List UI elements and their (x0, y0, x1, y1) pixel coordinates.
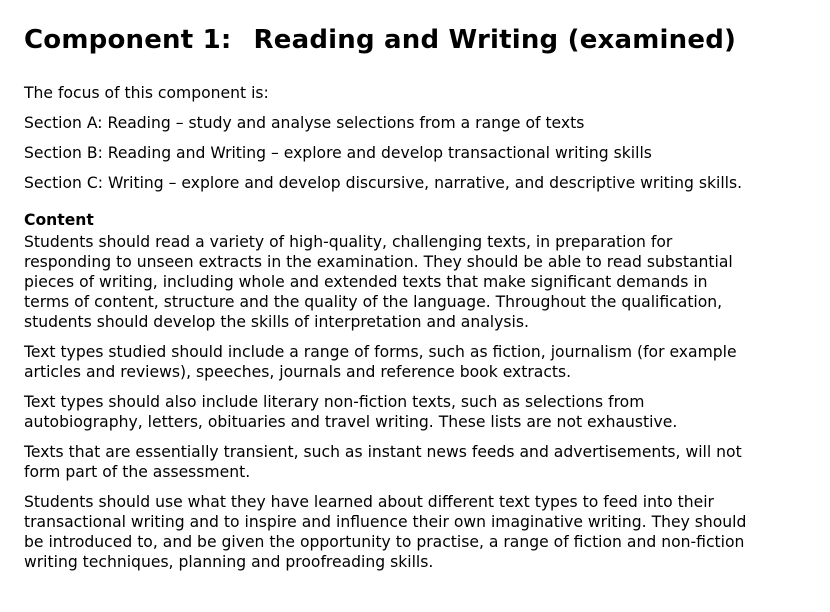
content-paragraph-3: Text types should also include literary non-fiction texts, such as selections from autobiography, letters, obituaries and travel writing. These lists are not exhaustive. (24, 393, 678, 431)
document-page (24, 22, 814, 582)
component-number: Component 1: (24, 25, 232, 55)
content-paragraph-1: Students should read a variety of high-quality, challenging texts, in preparation for responding to unseen extracts in the examination. They should be able to read substantial pieces of writing, including whole and extended texts that make significant demands in terms of content, structure and the quality of the language. Throughout the qualification, students should develop the skills of interpretation and analysis. (24, 233, 733, 331)
content-heading: Content (24, 211, 94, 229)
section-c-text: Section C: Writing – explore and develop discursive, narrative, and descriptive writing skills. (24, 174, 743, 192)
content-paragraph-2: Text types studied should include a range of forms, such as fiction, journalism (for example articles and reviews), speeches, journals and reference book extracts. (24, 343, 737, 381)
page-title (24, 22, 814, 58)
content-paragraph-5: Students should use what they have learned about different text types to feed into their transactional writing and to inspire and influence their own imaginative writing. They should be introduced to, and be given the opportunity to practise, a range of fiction and non-fiction writing techniques, planning and proofreading skills. (24, 493, 747, 571)
intro-text: The focus of this component is: (24, 84, 269, 102)
section-a-text: Section A: Reading – study and analyse selections from a range of texts (24, 114, 585, 132)
component-name: Reading and Writing (examined) (253, 25, 737, 55)
content-paragraph-4: Texts that are essentially transient, such as instant news feeds and advertisements, will not form part of the assessment. (24, 443, 742, 481)
section-b-text: Section B: Reading and Writing – explore and develop transactional writing skills (24, 144, 652, 162)
